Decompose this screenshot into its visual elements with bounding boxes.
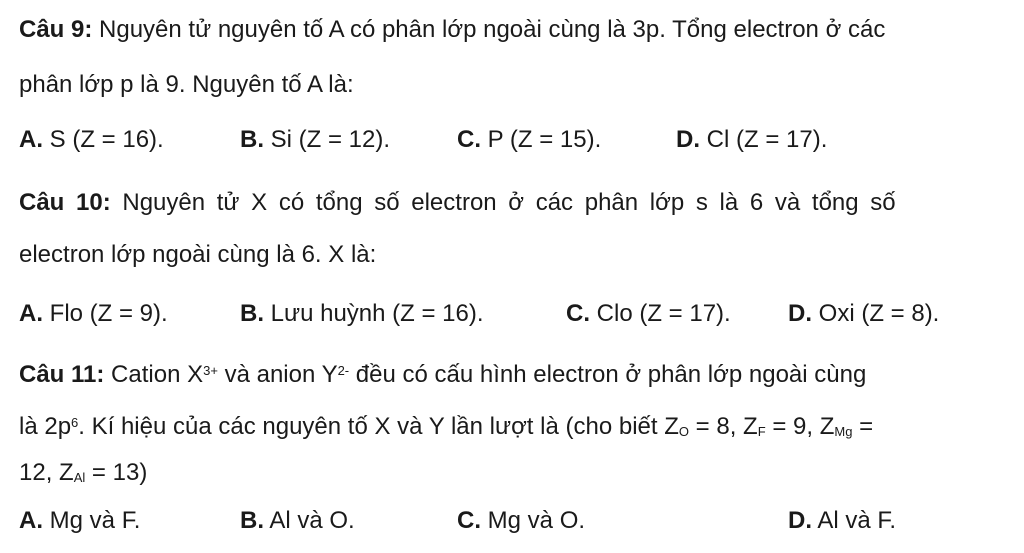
q10-text-line2: electron lớp ngoài cùng là 6. X là:	[19, 241, 377, 268]
q9-stem-line2	[19, 70, 354, 100]
q11-option-d[interactable]: D. Al và F.	[788, 507, 897, 534]
q11-stem-line2: là $2p^6$. Kí hiệu của các nguyên tố X và Y lần lượt là (cho biết $Z_O = 8$, $Z_F = 9$, $Z_{Mg}$ =	[19, 413, 874, 440]
q10-option-b[interactable]: B. Lưu huỳnh (Z = 16).	[240, 300, 484, 327]
q9-text-line1: Nguyên tử nguyên tố A có phân lớp ngoài cùng là 3p. Tổng electron ở các	[92, 16, 886, 43]
q10-option-d[interactable]: D. Oxi (Z = 8).	[788, 300, 940, 327]
q10-text-line1: Nguyên tử X có tổng số electron ở các phân lớp s là 6 và tổng số	[110, 189, 896, 216]
q10-stem-line1	[19, 188, 896, 218]
q11-label: Câu 11:	[19, 361, 105, 388]
q10-option-a[interactable]: A. Flo (Z = 9).	[19, 300, 168, 327]
q9-option-c[interactable]: C. P (Z = 15).	[457, 126, 602, 153]
q9-option-a[interactable]: A. S (Z = 16).	[19, 126, 164, 153]
q11-stem-line3: 12, $Z_{Al} = 13$)	[19, 459, 148, 486]
q10-label: Câu 10:	[19, 189, 111, 216]
q11-option-a[interactable]: A. Mg và F.	[19, 507, 141, 534]
q9-stem-line1	[19, 15, 885, 45]
q9-option-b[interactable]: B. Si (Z = 12).	[240, 126, 391, 153]
q11-option-b[interactable]: B. Al và O.	[240, 507, 355, 534]
q10-stem-line2	[19, 240, 376, 270]
q9-option-d[interactable]: D. Cl (Z = 17).	[676, 126, 828, 153]
q10-option-c[interactable]: C. Clo (Z = 17).	[566, 300, 731, 327]
q11-option-c[interactable]: C. Mg và O.	[457, 507, 586, 534]
q9-text-line2: phân lớp p là 9. Nguyên tố A là:	[19, 71, 354, 98]
q11-stem-line1: Câu 11: Cation $X^{3+}$ và anion $Y^{2-}$ đều có cấu hình electron ở phân lớp ngoài cùng	[19, 361, 867, 388]
q9-label: Câu 9:	[19, 16, 93, 43]
